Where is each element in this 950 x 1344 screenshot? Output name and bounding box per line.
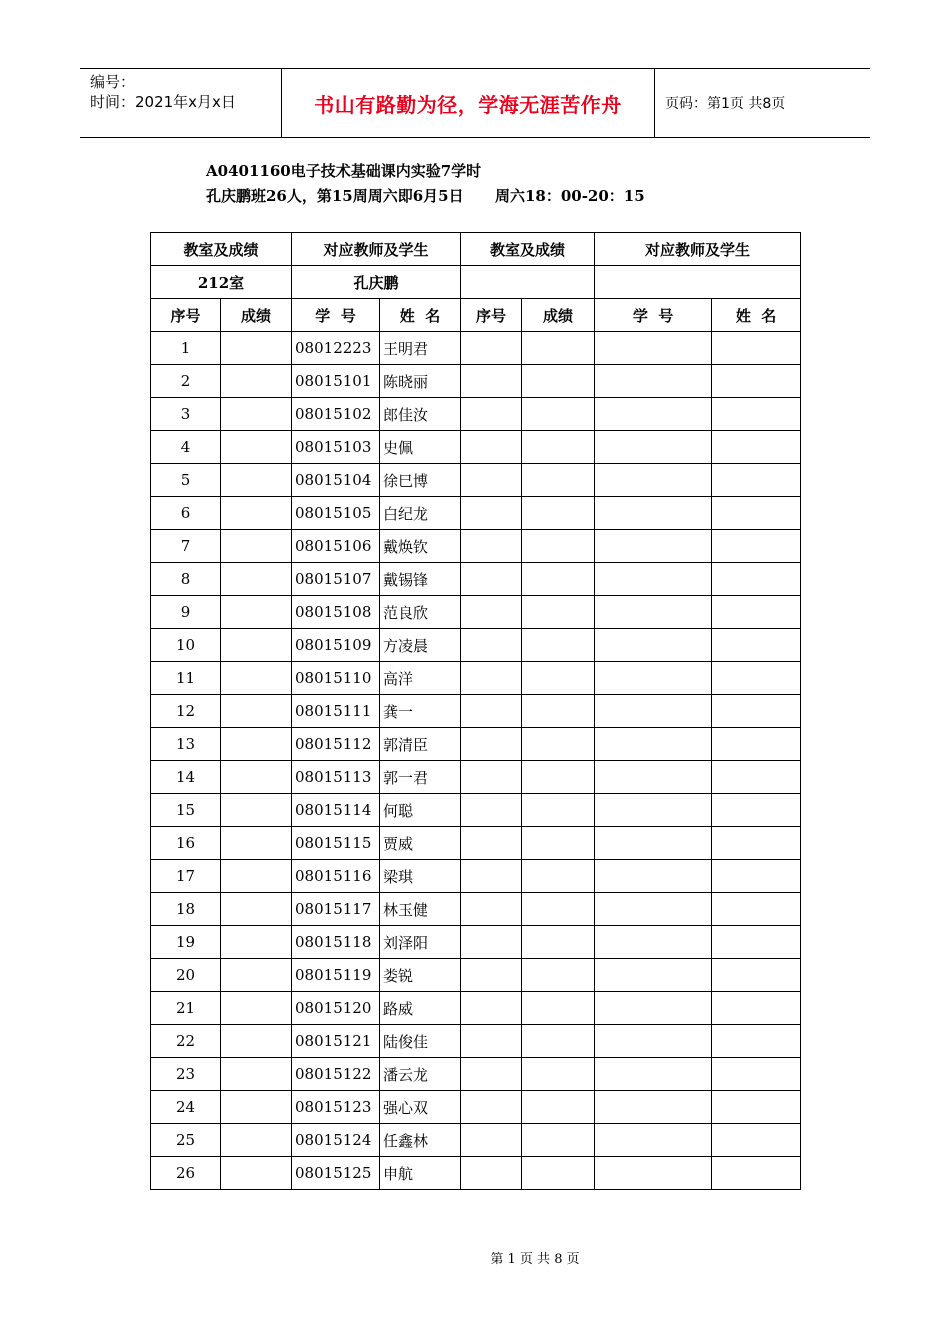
seq-cell: 9 — [151, 596, 221, 629]
student-name-cell-2 — [712, 1124, 801, 1157]
teacher-name: 孔庆鹏 — [292, 266, 461, 299]
score-cell-2 — [522, 761, 595, 794]
time-label: 时间：2021年x月x日 — [90, 93, 236, 111]
student-name-cell: 戴焕钦 — [380, 530, 461, 563]
score-cell-2 — [522, 794, 595, 827]
right-room-number — [461, 266, 595, 299]
student-name-cell: 陈晓丽 — [380, 365, 461, 398]
seq-cell-2 — [461, 1091, 522, 1124]
score-cell — [221, 464, 292, 497]
student-id-cell: 08015106 — [292, 530, 380, 563]
student-id-cell-2 — [595, 959, 712, 992]
seq-cell: 15 — [151, 794, 221, 827]
student-id-cell: 08015110 — [292, 662, 380, 695]
seq-cell: 19 — [151, 926, 221, 959]
score-cell — [221, 629, 292, 662]
table-row — [151, 1058, 801, 1091]
student-id-cell: 08015109 — [292, 629, 380, 662]
seq-cell: 17 — [151, 860, 221, 893]
score-cell-2 — [522, 497, 595, 530]
score-cell — [221, 332, 292, 365]
student-id-cell: 08015117 — [292, 893, 380, 926]
score-cell-2 — [522, 926, 595, 959]
student-name-cell: 高洋 — [380, 662, 461, 695]
seq-cell-2 — [461, 332, 522, 365]
score-cell-2 — [522, 563, 595, 596]
student-name-cell-2 — [712, 761, 801, 794]
student-name-cell-2 — [712, 332, 801, 365]
seq-cell: 5 — [151, 464, 221, 497]
score-cell — [221, 596, 292, 629]
table-row — [151, 1025, 801, 1058]
seq-cell-2 — [461, 794, 522, 827]
score-cell-2 — [522, 464, 595, 497]
student-id-cell: 08015122 — [292, 1058, 380, 1091]
student-name-cell-2 — [712, 530, 801, 563]
student-name-cell-2 — [712, 662, 801, 695]
table-row — [151, 761, 801, 794]
table-row — [151, 563, 801, 596]
score-cell — [221, 530, 292, 563]
score-cell — [221, 860, 292, 893]
seq-cell-2 — [461, 563, 522, 596]
student-id-cell-2 — [595, 860, 712, 893]
student-id-cell: 08015121 — [292, 1025, 380, 1058]
col-student-id: 学 号 — [292, 299, 380, 332]
score-cell-2 — [522, 365, 595, 398]
table-row — [151, 629, 801, 662]
seq-cell-2 — [461, 497, 522, 530]
student-name-cell: 戴锡锋 — [380, 563, 461, 596]
student-name-cell: 郭清臣 — [380, 728, 461, 761]
seq-cell-2 — [461, 365, 522, 398]
student-id-cell: 08015107 — [292, 563, 380, 596]
score-cell — [221, 1124, 292, 1157]
student-id-cell: 08015123 — [292, 1091, 380, 1124]
student-name-cell-2 — [712, 827, 801, 860]
seq-cell: 23 — [151, 1058, 221, 1091]
seq-cell-2 — [461, 629, 522, 662]
student-id-cell-2 — [595, 893, 712, 926]
score-cell — [221, 563, 292, 596]
col-seq-2: 序号 — [461, 299, 522, 332]
student-name-cell-2 — [712, 1091, 801, 1124]
score-cell — [221, 695, 292, 728]
group-header-row — [151, 233, 801, 266]
table-row — [151, 431, 801, 464]
seq-cell: 24 — [151, 1091, 221, 1124]
seq-cell: 25 — [151, 1124, 221, 1157]
student-id-cell-2 — [595, 530, 712, 563]
right-teacher-header: 对应教师及学生 — [595, 233, 801, 266]
table-row — [151, 1124, 801, 1157]
seq-cell: 10 — [151, 629, 221, 662]
student-id-cell: 08015113 — [292, 761, 380, 794]
motto-text: 书山有路勤为径，学海无涯苦作舟 — [314, 92, 622, 117]
table-row — [151, 959, 801, 992]
student-name-cell-2 — [712, 431, 801, 464]
student-id-cell-2 — [595, 464, 712, 497]
student-name-cell-2 — [712, 959, 801, 992]
room-number: 212室 — [151, 266, 292, 299]
score-cell-2 — [522, 1058, 595, 1091]
col-student-id-2: 学 号 — [595, 299, 712, 332]
seq-cell-2 — [461, 893, 522, 926]
roster-body — [151, 332, 801, 1190]
student-name-cell: 贾威 — [380, 827, 461, 860]
score-cell — [221, 794, 292, 827]
student-id-cell-2 — [595, 332, 712, 365]
seq-cell: 22 — [151, 1025, 221, 1058]
score-cell-2 — [522, 860, 595, 893]
header-meta-cell — [80, 69, 282, 137]
score-cell — [221, 1157, 292, 1190]
right-teacher-name — [595, 266, 801, 299]
col-student-name: 姓 名 — [380, 299, 461, 332]
seq-cell: 20 — [151, 959, 221, 992]
student-id-cell-2 — [595, 596, 712, 629]
student-name-cell-2 — [712, 1058, 801, 1091]
score-cell-2 — [522, 662, 595, 695]
seq-cell-2 — [461, 728, 522, 761]
score-cell-2 — [522, 398, 595, 431]
student-id-cell: 08015102 — [292, 398, 380, 431]
score-cell — [221, 926, 292, 959]
student-name-cell-2 — [712, 1157, 801, 1190]
table-row — [151, 794, 801, 827]
right-room-header: 教室及成绩 — [461, 233, 595, 266]
student-id-cell: 08015124 — [292, 1124, 380, 1157]
student-id-cell-2 — [595, 1058, 712, 1091]
table-row — [151, 992, 801, 1025]
score-cell-2 — [522, 332, 595, 365]
room-teacher-row — [151, 266, 801, 299]
student-id-cell: 08012223 — [292, 332, 380, 365]
score-cell-2 — [522, 596, 595, 629]
score-cell-2 — [522, 1025, 595, 1058]
student-name-cell: 潘云龙 — [380, 1058, 461, 1091]
student-name-cell: 白纪龙 — [380, 497, 461, 530]
seq-cell: 8 — [151, 563, 221, 596]
student-name-cell: 何聪 — [380, 794, 461, 827]
seq-cell-2 — [461, 530, 522, 563]
student-name-cell: 陆俊佳 — [380, 1025, 461, 1058]
student-name-cell-2 — [712, 596, 801, 629]
table-row — [151, 1091, 801, 1124]
seq-cell: 21 — [151, 992, 221, 1025]
student-id-cell-2 — [595, 629, 712, 662]
student-name-cell-2 — [712, 563, 801, 596]
seq-cell: 6 — [151, 497, 221, 530]
seq-cell: 18 — [151, 893, 221, 926]
score-cell — [221, 662, 292, 695]
student-id-cell-2 — [595, 926, 712, 959]
student-name-cell: 郭一君 — [380, 761, 461, 794]
score-cell-2 — [522, 827, 595, 860]
table-row — [151, 728, 801, 761]
student-id-cell-2 — [595, 827, 712, 860]
student-name-cell-2 — [712, 497, 801, 530]
score-cell-2 — [522, 893, 595, 926]
student-id-cell-2 — [595, 1157, 712, 1190]
seq-cell-2 — [461, 662, 522, 695]
student-name-cell: 申航 — [380, 1157, 461, 1190]
header-motto-cell — [282, 69, 655, 137]
score-cell — [221, 827, 292, 860]
seq-cell: 16 — [151, 827, 221, 860]
student-id-cell-2 — [595, 1091, 712, 1124]
student-name-cell: 任鑫林 — [380, 1124, 461, 1157]
score-cell — [221, 893, 292, 926]
student-id-cell: 08015125 — [292, 1157, 380, 1190]
student-name-cell-2 — [712, 893, 801, 926]
student-name-cell-2 — [712, 794, 801, 827]
seq-cell-2 — [461, 596, 522, 629]
student-id-cell: 08015105 — [292, 497, 380, 530]
col-score-2: 成绩 — [522, 299, 595, 332]
score-cell-2 — [522, 629, 595, 662]
seq-cell-2 — [461, 1025, 522, 1058]
score-cell-2 — [522, 959, 595, 992]
student-id-cell: 08015119 — [292, 959, 380, 992]
seq-cell: 11 — [151, 662, 221, 695]
score-cell — [221, 992, 292, 1025]
student-roster-table — [150, 232, 801, 1190]
student-name-cell-2 — [712, 398, 801, 431]
student-id-cell-2 — [595, 761, 712, 794]
seq-cell-2 — [461, 1157, 522, 1190]
seq-cell-2 — [461, 431, 522, 464]
student-id-cell-2 — [595, 365, 712, 398]
table-row — [151, 497, 801, 530]
number-label: 编号： — [90, 73, 136, 91]
student-id-cell: 08015104 — [292, 464, 380, 497]
seq-cell-2 — [461, 695, 522, 728]
student-id-cell: 08015101 — [292, 365, 380, 398]
student-id-cell: 08015103 — [292, 431, 380, 464]
score-cell-2 — [522, 431, 595, 464]
student-id-cell-2 — [595, 662, 712, 695]
score-cell-2 — [522, 1124, 595, 1157]
seq-cell-2 — [461, 1058, 522, 1091]
seq-cell: 13 — [151, 728, 221, 761]
score-cell — [221, 761, 292, 794]
student-id-cell-2 — [595, 431, 712, 464]
table-row — [151, 365, 801, 398]
seq-cell: 12 — [151, 695, 221, 728]
student-name-cell: 龚一 — [380, 695, 461, 728]
student-name-cell: 范良欣 — [380, 596, 461, 629]
student-name-cell: 梁琪 — [380, 860, 461, 893]
col-seq: 序号 — [151, 299, 221, 332]
score-cell — [221, 365, 292, 398]
table-row — [151, 860, 801, 893]
student-name-cell: 史佩 — [380, 431, 461, 464]
table-row — [151, 530, 801, 563]
score-cell-2 — [522, 992, 595, 1025]
class-schedule: 孔庆鹏班26人，第15周周六即6月5日 周六18：00-20：15 — [206, 187, 645, 205]
col-score: 成绩 — [221, 299, 292, 332]
student-id-cell: 08015112 — [292, 728, 380, 761]
course-title: A0401160电子技术基础课内实验7学时 — [206, 162, 482, 180]
seq-cell-2 — [461, 926, 522, 959]
table-row — [151, 596, 801, 629]
student-id-cell-2 — [595, 794, 712, 827]
student-name-cell-2 — [712, 860, 801, 893]
seq-cell: 7 — [151, 530, 221, 563]
student-id-cell-2 — [595, 1025, 712, 1058]
student-id-cell-2 — [595, 497, 712, 530]
student-id-cell-2 — [595, 398, 712, 431]
seq-cell-2 — [461, 398, 522, 431]
student-name-cell-2 — [712, 464, 801, 497]
student-id-cell: 08015116 — [292, 860, 380, 893]
seq-cell-2 — [461, 464, 522, 497]
seq-cell: 26 — [151, 1157, 221, 1190]
score-cell-2 — [522, 695, 595, 728]
score-cell-2 — [522, 530, 595, 563]
left-teacher-header: 对应教师及学生 — [292, 233, 461, 266]
score-cell-2 — [522, 728, 595, 761]
student-name-cell: 路威 — [380, 992, 461, 1025]
student-id-cell: 08015120 — [292, 992, 380, 1025]
seq-cell-2 — [461, 1124, 522, 1157]
student-name-cell: 林玉健 — [380, 893, 461, 926]
student-name-cell-2 — [712, 728, 801, 761]
header-page-cell — [655, 69, 870, 137]
seq-cell-2 — [461, 992, 522, 1025]
score-cell — [221, 497, 292, 530]
col-student-name-2: 姓 名 — [712, 299, 801, 332]
table-row — [151, 695, 801, 728]
student-name-cell-2 — [712, 992, 801, 1025]
student-name-cell-2 — [712, 926, 801, 959]
seq-cell: 2 — [151, 365, 221, 398]
score-cell — [221, 1091, 292, 1124]
left-room-header: 教室及成绩 — [151, 233, 292, 266]
student-name-cell: 方凌晨 — [380, 629, 461, 662]
column-header-row — [151, 299, 801, 332]
student-name-cell: 郎佳汝 — [380, 398, 461, 431]
student-id-cell-2 — [595, 563, 712, 596]
score-cell-2 — [522, 1157, 595, 1190]
seq-cell: 1 — [151, 332, 221, 365]
student-id-cell: 08015118 — [292, 926, 380, 959]
table-row — [151, 464, 801, 497]
student-name-cell-2 — [712, 695, 801, 728]
student-id-cell: 08015108 — [292, 596, 380, 629]
student-name-cell-2 — [712, 1025, 801, 1058]
student-id-cell-2 — [595, 728, 712, 761]
table-row — [151, 662, 801, 695]
student-name-cell: 强心双 — [380, 1091, 461, 1124]
document-header — [80, 68, 870, 138]
seq-cell-2 — [461, 860, 522, 893]
seq-cell: 4 — [151, 431, 221, 464]
student-id-cell: 08015115 — [292, 827, 380, 860]
table-row — [151, 926, 801, 959]
table-row — [151, 332, 801, 365]
score-cell — [221, 728, 292, 761]
student-name-cell-2 — [712, 629, 801, 662]
seq-cell-2 — [461, 761, 522, 794]
table-row — [151, 1157, 801, 1190]
score-cell — [221, 959, 292, 992]
student-name-cell: 徐巳博 — [380, 464, 461, 497]
table-row — [151, 893, 801, 926]
student-id-cell: 08015111 — [292, 695, 380, 728]
student-name-cell: 娄锐 — [380, 959, 461, 992]
page-info: 页码：第1页 共8页 — [665, 96, 786, 112]
student-name-cell: 刘泽阳 — [380, 926, 461, 959]
seq-cell: 3 — [151, 398, 221, 431]
seq-cell-2 — [461, 959, 522, 992]
table-row — [151, 827, 801, 860]
student-name-cell: 王明君 — [380, 332, 461, 365]
student-id-cell-2 — [595, 1124, 712, 1157]
student-name-cell-2 — [712, 365, 801, 398]
score-cell — [221, 1025, 292, 1058]
seq-cell-2 — [461, 827, 522, 860]
score-cell — [221, 1058, 292, 1091]
page-footer: 第 1 页 共 8 页 — [490, 1252, 580, 1267]
student-id-cell-2 — [595, 992, 712, 1025]
score-cell — [221, 398, 292, 431]
score-cell-2 — [522, 1091, 595, 1124]
score-cell — [221, 431, 292, 464]
student-id-cell: 08015114 — [292, 794, 380, 827]
seq-cell: 14 — [151, 761, 221, 794]
table-row — [151, 398, 801, 431]
student-id-cell-2 — [595, 695, 712, 728]
